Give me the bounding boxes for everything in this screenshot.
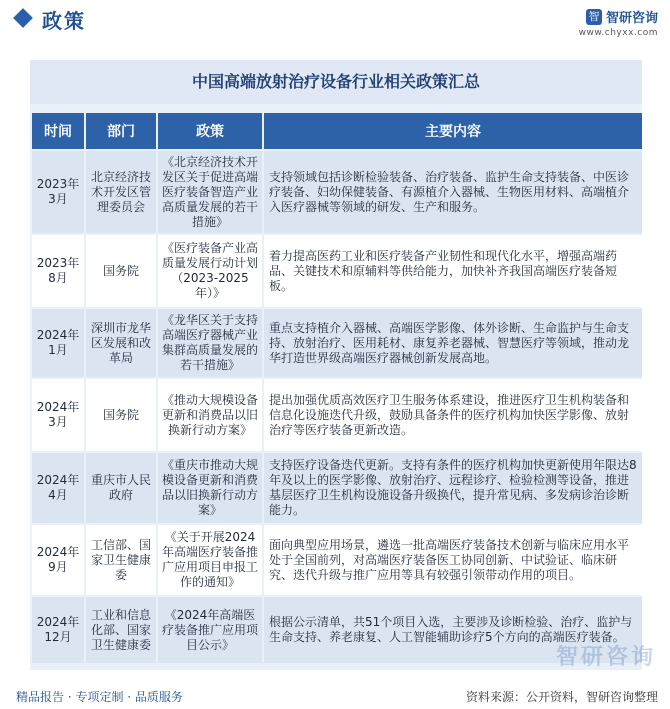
row-policy: 《关于开展2024年高端医疗装备推广应用项目申报工作的通知》 (158, 525, 262, 595)
policy-table-panel (30, 60, 642, 670)
footer-source: 资料来源：公开资料，智研咨询整理 (465, 690, 658, 704)
table-row (32, 453, 642, 523)
row-policy: 《推动大规模设备更新和消费品以旧换新行动方案》 (158, 379, 262, 451)
row-dept: 北京经济技术开发区管理委员会 (86, 151, 156, 233)
row-time: 2023年3月 (32, 151, 84, 233)
diamond-icon (13, 8, 33, 28)
row-time: 2024年12月 (32, 597, 84, 663)
page-footer (0, 684, 670, 709)
row-policy: 《医疗装备产业高质量发展行动计划（2023-2025年）》 (158, 235, 262, 307)
footer-slogan: 精品报告 · 专项定制 · 品质服务 (16, 690, 183, 704)
row-content: 支持医疗设备迭代更新。支持有条件的医疗机构加快更新使用年限达8年及以上的医学影像、放射治疗、远程诊疗、检验检测等设备，推进基层医疗卫生机构设施设备升级换代，提升常见病、多发病诊治诊断能力。 (264, 453, 642, 523)
row-time: 2024年3月 (32, 379, 84, 451)
table-header-row (32, 113, 642, 149)
row-dept: 国务院 (86, 379, 156, 451)
row-dept: 工业和信息化部、国家卫生健康委 (86, 597, 156, 663)
row-policy: 《龙华区关于支持高端医疗器械产业集群高质量发展的若干措施》 (158, 309, 262, 377)
row-policy: 《北京经济技术开发区关于促进高端医疗装备智造产业高质量发展的若干措施》 (158, 151, 262, 233)
row-dept: 工信部、国家卫生健康委 (86, 525, 156, 595)
section-title: 政策 (42, 9, 86, 33)
column-header-policy: 政策 (158, 113, 262, 149)
table-row (32, 151, 642, 233)
brand (579, 6, 658, 38)
row-content: 着力提高医药工业和医疗装备产业韧性和现代化水平，增强高端药品、关键技术和原辅料等供给能力，加快补齐我国高端医疗装备短板。 (264, 235, 642, 307)
row-content: 支持领域包括诊断检验装备、治疗装备、监护生命支持装备、中医诊疗装备、妇幼保健装备、有源植介入器械、生物医用材料、高端植介入医疗器械等领域的研发、生产和服务。 (264, 151, 642, 233)
brand-name: 智研咨询 (605, 11, 658, 26)
table-row (32, 379, 642, 451)
table-row (32, 235, 642, 307)
table-row (32, 525, 642, 595)
row-dept: 重庆市人民政府 (86, 453, 156, 523)
policy-table (30, 111, 644, 665)
column-header-time: 时间 (32, 113, 84, 149)
row-content: 重点支持植介入器械、高端医学影像、体外诊断、生命监护与生命支持、放射治疗、医用耗材、康复养老器械、智慧医疗等领域，推动龙华打造世界级高端医疗器械创新发展高地。 (264, 309, 642, 377)
brand-url: www.chyxx.com (578, 28, 658, 38)
watermark: 智研咨询 (555, 645, 656, 670)
row-policy: 《2024年高端医疗装备推广应用项目公示》 (158, 597, 262, 663)
brand-logo-icon: 智 (586, 9, 602, 25)
row-time: 2024年1月 (32, 309, 84, 377)
column-header-content: 主要内容 (264, 113, 642, 149)
row-time: 2024年9月 (32, 525, 84, 595)
row-time: 2023年8月 (32, 235, 84, 307)
row-dept: 深圳市龙华区发展和改革局 (86, 309, 156, 377)
row-policy: 《重庆市推动大规模设备更新和消费品以旧换新行动方案》 (158, 453, 262, 523)
row-content: 面向典型应用场景，遴选一批高端医疗装备技术创新与临床应用水平处于全国前列，对高端医疗装备医工协同创新、中试验证、临床研究、迭代升级与推广应用等具有较强引领带动作用的项目。 (264, 525, 642, 595)
table-row (32, 309, 642, 377)
page-header (0, 0, 670, 44)
row-dept: 国务院 (86, 235, 156, 307)
table-title: 中国高端放射治疗设备行业相关政策汇总 (30, 60, 642, 104)
row-content: 提出加强优质高效医疗卫生服务体系建设，推进医疗卫生机构装备和信息化设施迭代升级，鼓励具备条件的医疗机构加快医学影像、放射治疗等医疗装备更新改造。 (264, 379, 642, 451)
row-time: 2024年4月 (32, 453, 84, 523)
table-row (32, 597, 642, 663)
row-content: 根据公示清单，共51个项目入选，主要涉及诊断检验、治疗、监护与生命支持、养老康复、人工智能辅助诊疗5个方向的高端医疗装备。 (264, 597, 642, 663)
column-header-dept: 部门 (86, 113, 156, 149)
